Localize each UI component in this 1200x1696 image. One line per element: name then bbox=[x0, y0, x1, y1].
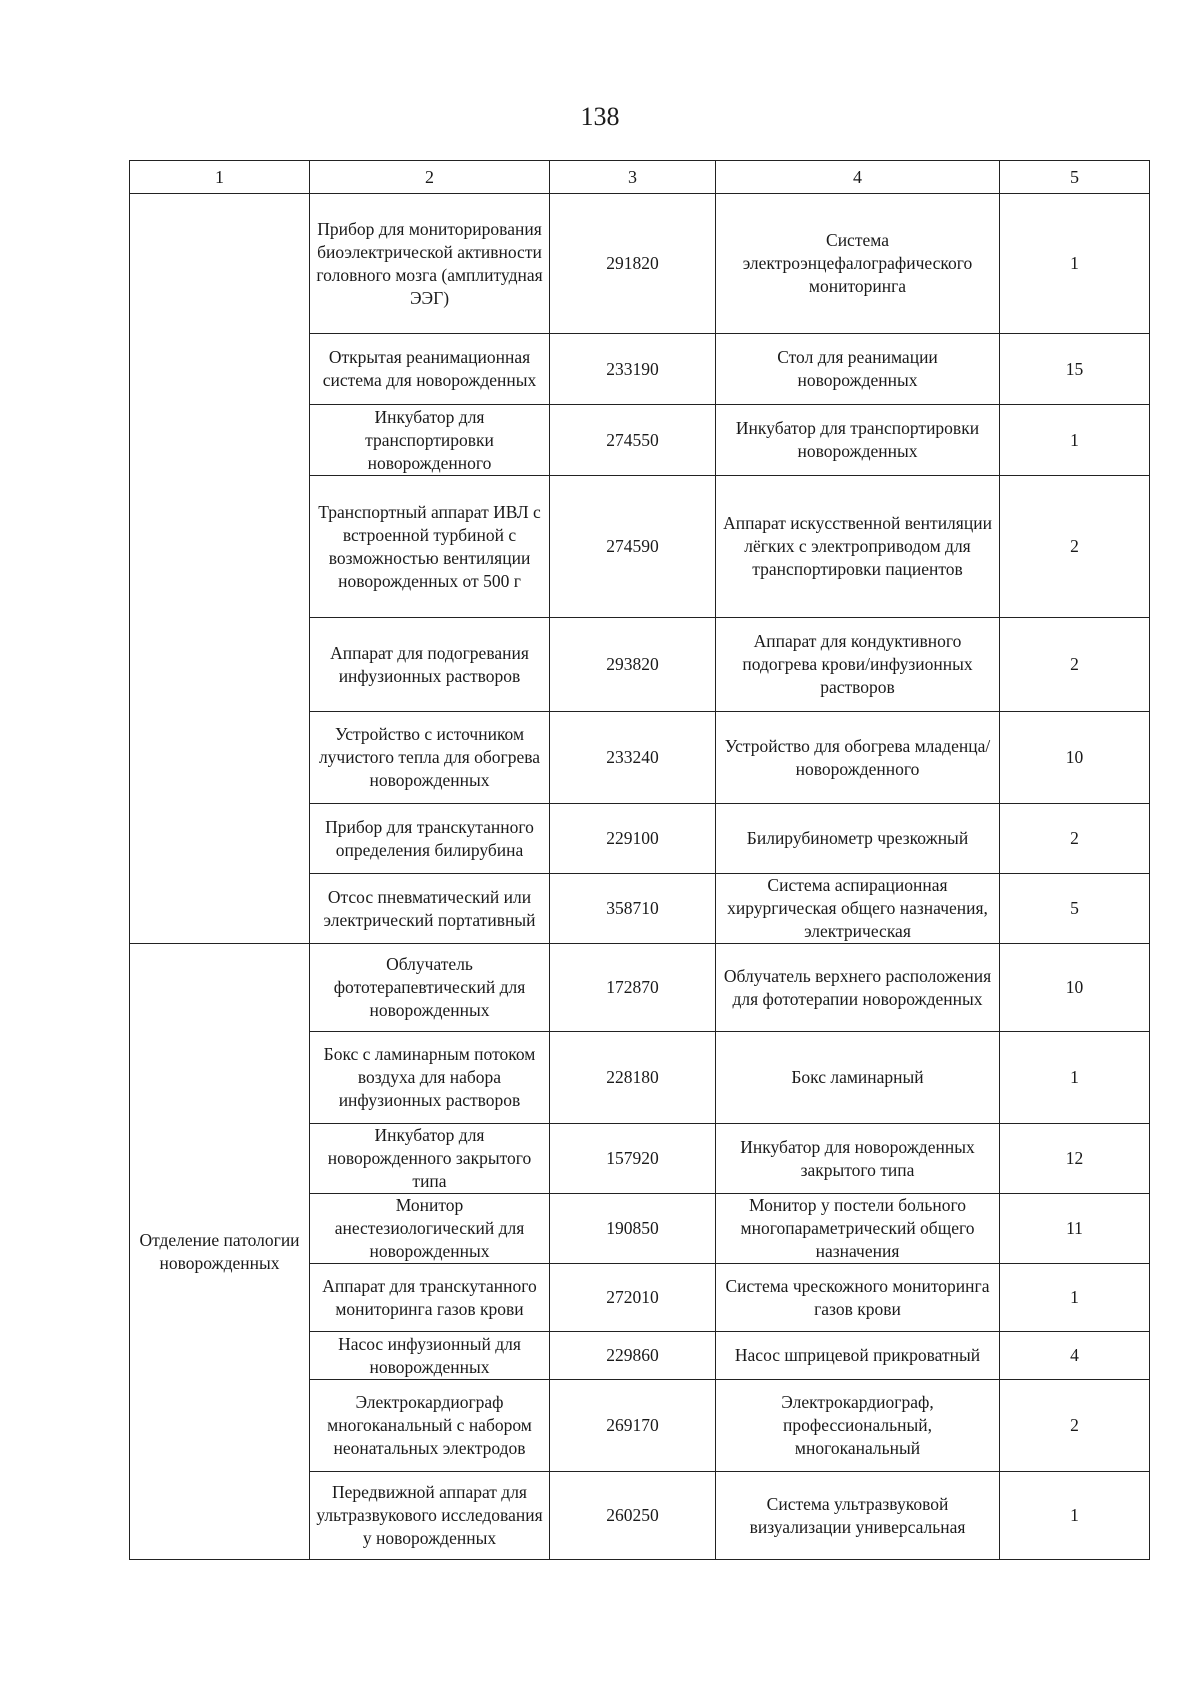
department-cell: Отделение патологии новорожденных bbox=[130, 944, 310, 1560]
quantity-cell: 1 bbox=[1000, 194, 1150, 334]
device-name-cell: Инкубатор для транспортировки новорожденного bbox=[310, 405, 550, 476]
device-type-cell: Система электроэнцефалографического мониторинга bbox=[716, 194, 1000, 334]
quantity-cell: 15 bbox=[1000, 334, 1150, 405]
device-type-cell: Устройство для обогрева младенца/новорожденного bbox=[716, 712, 1000, 804]
device-name-cell: Устройство с источником лучистого тепла для обогрева новорожденных bbox=[310, 712, 550, 804]
quantity-cell: 2 bbox=[1000, 804, 1150, 874]
device-type-cell: Система чрескожного мониторинга газов крови bbox=[716, 1264, 1000, 1332]
quantity-cell: 1 bbox=[1000, 1472, 1150, 1560]
quantity-cell: 10 bbox=[1000, 712, 1150, 804]
device-name-cell: Аппарат для транскутанного мониторинга газов крови bbox=[310, 1264, 550, 1332]
device-type-cell: Система аспирационная хирургическая общего назначения, электрическая bbox=[716, 874, 1000, 944]
device-type-cell: Аппарат искусственной вентиляции лёгких с электроприводом для транспортировки пациентов bbox=[716, 476, 1000, 618]
nkmi-code-cell: 172870 bbox=[550, 944, 716, 1032]
column-number-row bbox=[130, 161, 1150, 194]
column-number: 5 bbox=[1000, 161, 1150, 194]
device-type-cell: Бокс ламинарный bbox=[716, 1032, 1000, 1124]
nkmi-code-cell: 291820 bbox=[550, 194, 716, 334]
quantity-cell: 4 bbox=[1000, 1332, 1150, 1380]
quantity-cell: 1 bbox=[1000, 1032, 1150, 1124]
device-type-cell: Насос шприцевой прикроватный bbox=[716, 1332, 1000, 1380]
quantity-cell: 5 bbox=[1000, 874, 1150, 944]
column-number: 3 bbox=[550, 161, 716, 194]
nkmi-code-cell: 293820 bbox=[550, 618, 716, 712]
device-name-cell: Электрокардиограф многоканальный с набором неонатальных электродов bbox=[310, 1380, 550, 1472]
device-name-cell: Инкубатор для новорожденного закрытого типа bbox=[310, 1124, 550, 1194]
column-number: 1 bbox=[130, 161, 310, 194]
nkmi-code-cell: 233190 bbox=[550, 334, 716, 405]
device-name-cell: Облучатель фототерапевтический для новорожденных bbox=[310, 944, 550, 1032]
quantity-cell: 1 bbox=[1000, 1264, 1150, 1332]
nkmi-code-cell: 274550 bbox=[550, 405, 716, 476]
quantity-cell: 10 bbox=[1000, 944, 1150, 1032]
device-name-cell: Прибор для транскутанного определения билирубина bbox=[310, 804, 550, 874]
quantity-cell: 11 bbox=[1000, 1194, 1150, 1264]
nkmi-code-cell: 229100 bbox=[550, 804, 716, 874]
nkmi-code-cell: 269170 bbox=[550, 1380, 716, 1472]
column-number: 2 bbox=[310, 161, 550, 194]
nkmi-code-cell: 229860 bbox=[550, 1332, 716, 1380]
column-number: 4 bbox=[716, 161, 1000, 194]
department-cell bbox=[130, 194, 310, 944]
nkmi-code-cell: 228180 bbox=[550, 1032, 716, 1124]
device-name-cell: Открытая реанимационная система для новорожденных bbox=[310, 334, 550, 405]
device-type-cell: Система ультразвуковой визуализации универсальная bbox=[716, 1472, 1000, 1560]
quantity-cell: 12 bbox=[1000, 1124, 1150, 1194]
device-name-cell: Передвижной аппарат для ультразвукового исследования у новорожденных bbox=[310, 1472, 550, 1560]
device-name-cell: Бокс с ламинарным потоком воздуха для набора инфузионных растворов bbox=[310, 1032, 550, 1124]
device-name-cell: Монитор анестезиологический для новорожденных bbox=[310, 1194, 550, 1264]
equipment-table bbox=[129, 160, 1150, 1560]
device-name-cell: Транспортный аппарат ИВЛ с встроенной турбиной с возможностью вентиляции новорожденных от 500 г bbox=[310, 476, 550, 618]
nkmi-code-cell: 157920 bbox=[550, 1124, 716, 1194]
device-type-cell: Монитор у постели больного многопараметрический общего назначения bbox=[716, 1194, 1000, 1264]
quantity-cell: 2 bbox=[1000, 1380, 1150, 1472]
nkmi-code-cell: 358710 bbox=[550, 874, 716, 944]
nkmi-code-cell: 233240 bbox=[550, 712, 716, 804]
device-type-cell: Стол для реанимации новорожденных bbox=[716, 334, 1000, 405]
nkmi-code-cell: 272010 bbox=[550, 1264, 716, 1332]
device-type-cell: Облучатель верхнего расположения для фототерапии новорожденных bbox=[716, 944, 1000, 1032]
device-type-cell: Инкубатор для транспортировки новорожденных bbox=[716, 405, 1000, 476]
table-row bbox=[130, 194, 1150, 334]
device-type-cell: Электрокардиограф, профессиональный, многоканальный bbox=[716, 1380, 1000, 1472]
device-name-cell: Аппарат для подогревания инфузионных растворов bbox=[310, 618, 550, 712]
device-name-cell: Отсос пневматический или электрический портативный bbox=[310, 874, 550, 944]
quantity-cell: 1 bbox=[1000, 405, 1150, 476]
nkmi-code-cell: 190850 bbox=[550, 1194, 716, 1264]
device-name-cell: Прибор для мониторирования биоэлектрической активности головного мозга (амплитудная ЭЭГ) bbox=[310, 194, 550, 334]
device-type-cell: Билирубинометр чрезкожный bbox=[716, 804, 1000, 874]
table-row bbox=[130, 944, 1150, 1032]
page-number: 138 bbox=[580, 102, 620, 131]
nkmi-code-cell: 274590 bbox=[550, 476, 716, 618]
quantity-cell: 2 bbox=[1000, 476, 1150, 618]
device-name-cell: Насос инфузионный для новорожденных bbox=[310, 1332, 550, 1380]
device-type-cell: Инкубатор для новорожденных закрытого типа bbox=[716, 1124, 1000, 1194]
quantity-cell: 2 bbox=[1000, 618, 1150, 712]
device-type-cell: Аппарат для кондуктивного подогрева крови/инфузионных растворов bbox=[716, 618, 1000, 712]
nkmi-code-cell: 260250 bbox=[550, 1472, 716, 1560]
